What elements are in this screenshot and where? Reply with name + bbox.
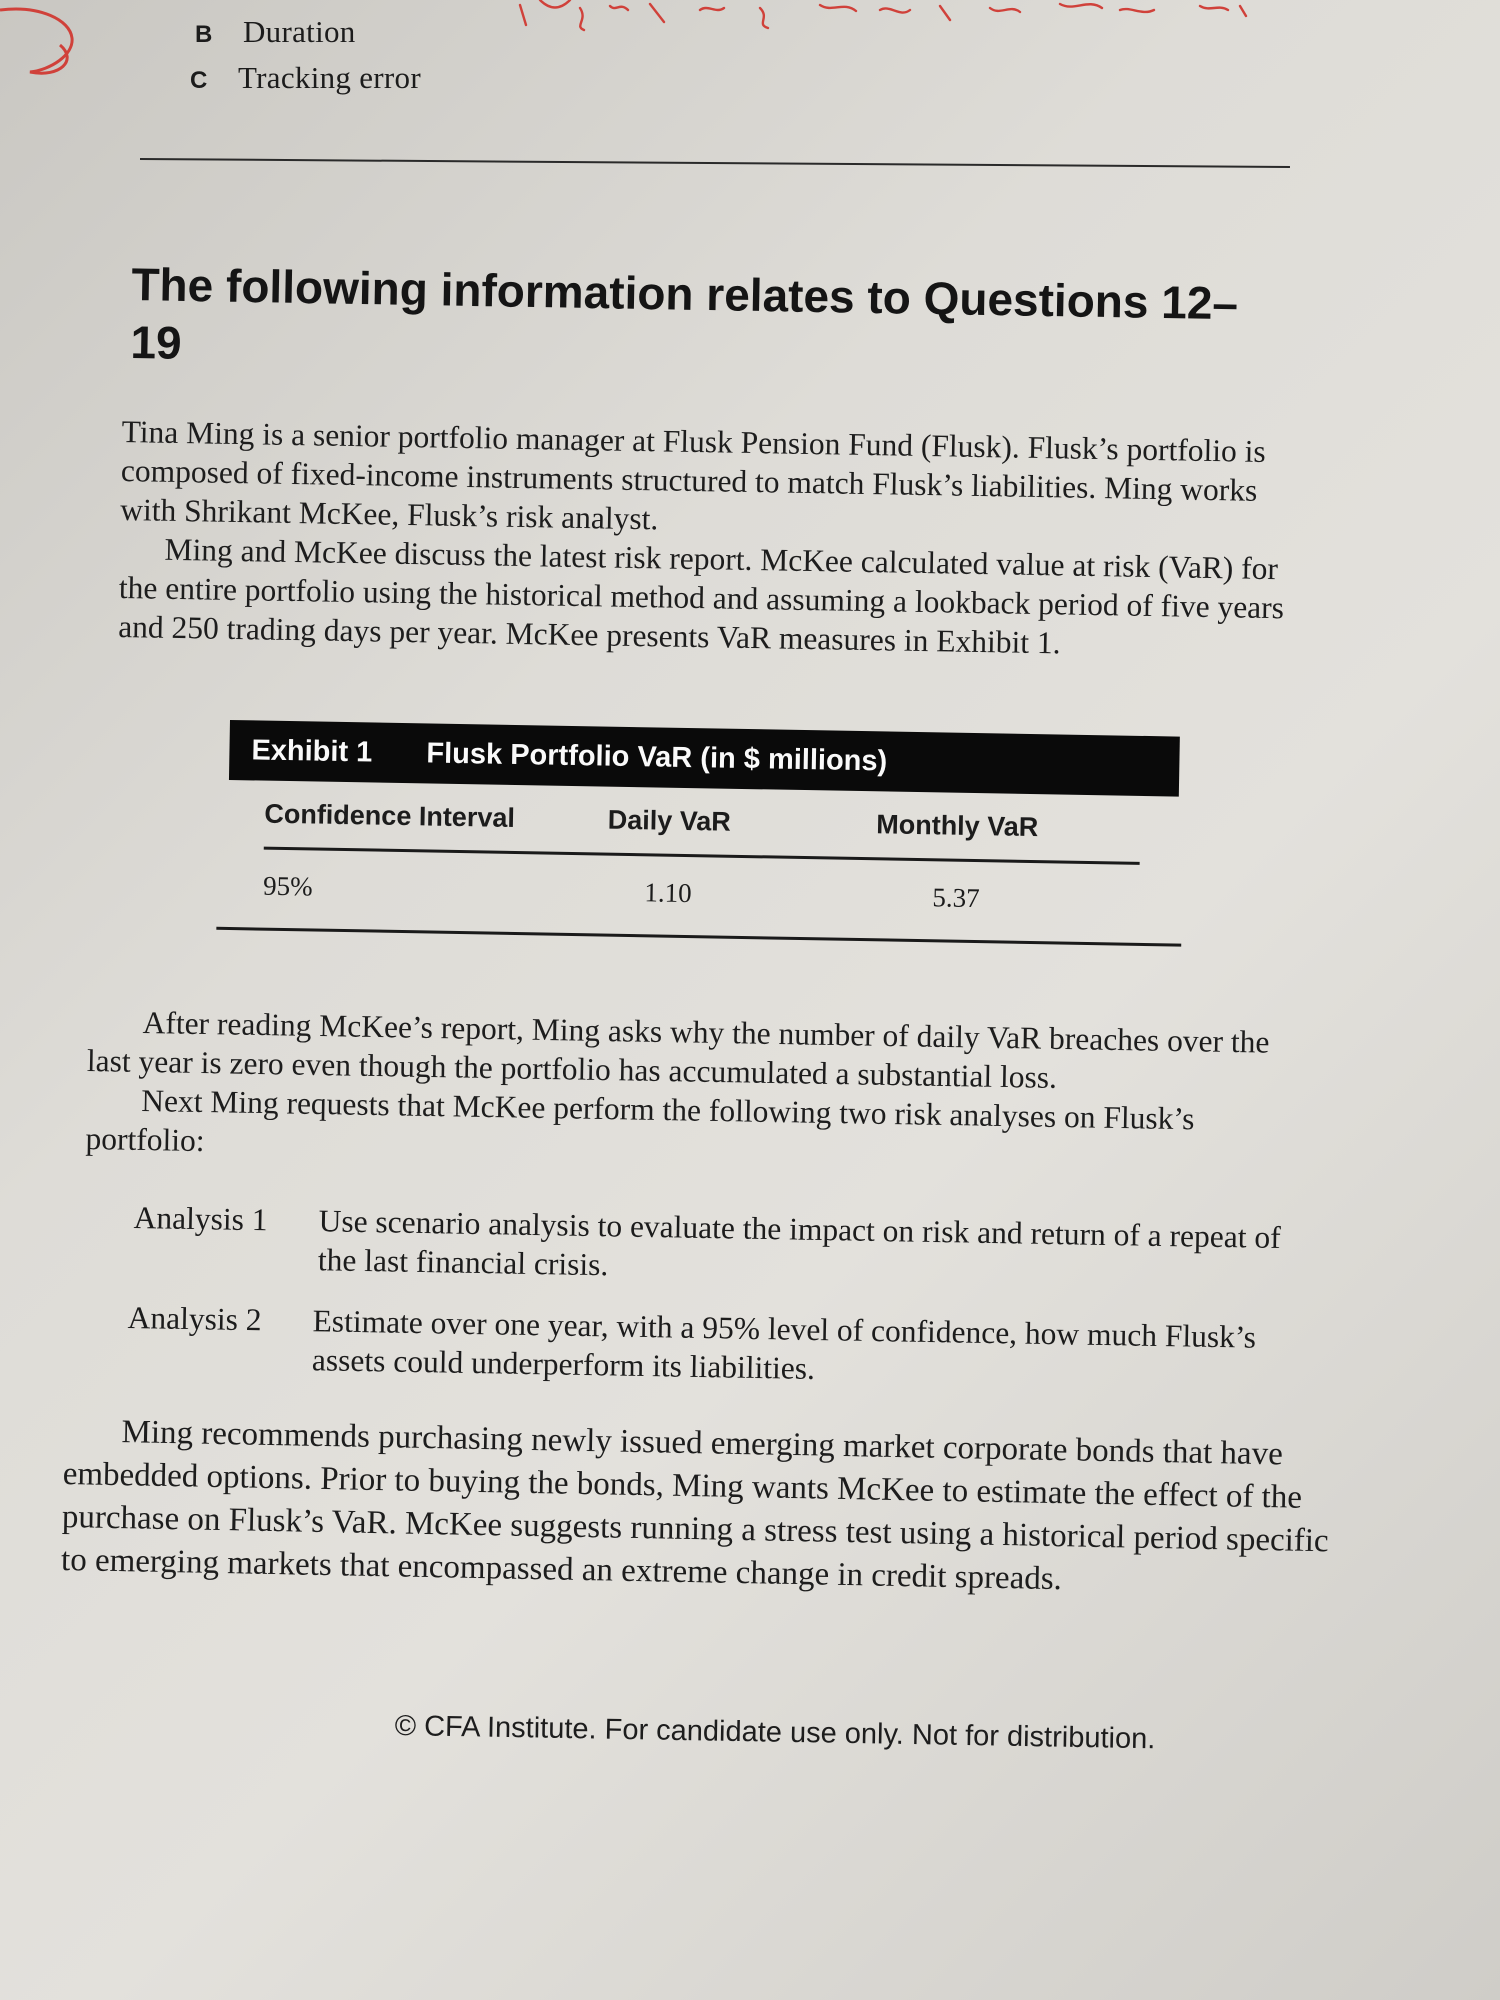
section-heading: The following information relates to Questions 12–19 [130, 257, 1239, 369]
option-b [195, 14, 356, 50]
analysis-text: Estimate over one year, with a 95% level of confidence, how much Flusk’s assets could underperform its liabilities. [311, 1303, 1257, 1386]
analysis-label: Analysis 2 [127, 1299, 262, 1338]
cell-monthly-var: 5.37 [932, 881, 980, 913]
option-letter: C [190, 67, 208, 94]
table-row [262, 850, 1139, 937]
closing-paragraph [61, 1410, 1334, 1606]
closing-text: Ming recommends purchasing newly issued emerging market corporate bonds that have embedded options. Prior to buying the bonds, Ming wants McKee to estimate the effect of the purchase on Flusk’s VaR. McKee suggests running a stress test using a historical period specific to emerging markets that encompassed an extreme change in credit spreads. [60, 1414, 1329, 1598]
section-divider [140, 158, 1290, 168]
option-text: Duration [243, 14, 356, 49]
body-paragraph-1: After reading McKee’s report, Ming asks why the number of daily VaR breaches over the last year is zero even though the portfolio has accumulated a substantial loss. [86, 1004, 1270, 1095]
exhibit-label: Exhibit 1 [251, 733, 373, 768]
body-paragraph-2: Next Ming requests that McKee perform the following two risk analyses on Flusk’s portfolio: [85, 1082, 1195, 1159]
intro-text [118, 412, 1307, 667]
analysis-1 [133, 1198, 1319, 1297]
exhibit-1 [226, 720, 1180, 947]
cell-daily-var: 1.10 [644, 876, 692, 908]
body-text [85, 1002, 1320, 1179]
column-header-monthly: Monthly VaR [876, 808, 1039, 842]
cell-confidence: 95% [262, 870, 313, 901]
exhibit-title: Flusk Portfolio VaR (in $ millions) [426, 736, 888, 777]
option-text: Tracking error [238, 60, 421, 95]
column-header-daily: Daily VaR [607, 804, 732, 837]
option-c [190, 60, 421, 96]
column-header-confidence: Confidence Interval [264, 798, 516, 833]
copyright-notice: © CFA Institute. For candidate use only. Not for distribution. [394, 1710, 1156, 1756]
exhibit-table [262, 781, 1140, 937]
analysis-label: Analysis 1 [133, 1199, 268, 1238]
intro-paragraph-2: Ming and McKee discuss the latest risk report. McKee calculated value at risk (VaR) for the entire portfolio using the historical method and assuming a lookback period of five years and 250 trading days per year. McKee presents VaR measures in Exhibit 1. [117, 531, 1285, 661]
analysis-2 [127, 1298, 1313, 1397]
intro-paragraph-1: Tina Ming is a senior portfolio manager at Flusk Pension Fund (Flusk). Flusk’s portfolio is composed of fixed-income instruments structured to match Flusk’s liabilities. Ming works with Shrikant McKee, Flusk’s risk analyst. [119, 413, 1267, 537]
option-letter: B [195, 21, 213, 48]
analysis-text: Use scenario analysis to evaluate the impact on risk and return of a repeat of the last financial crisis. [317, 1203, 1281, 1283]
